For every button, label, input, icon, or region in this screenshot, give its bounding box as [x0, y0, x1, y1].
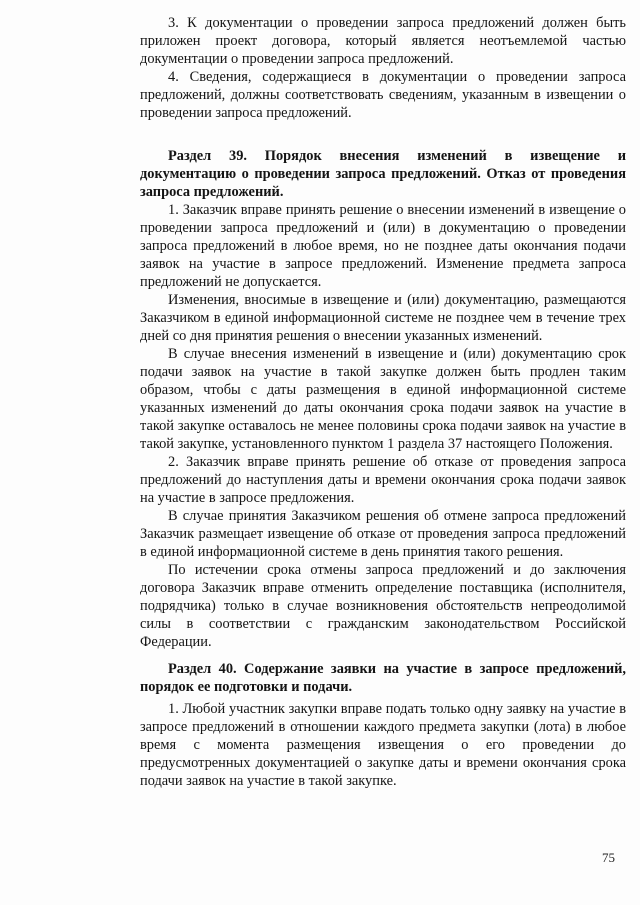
paragraph: В случае внесения изменений в извещение и (или) документацию срок подачи заявок на участие в такой закупке должен быть продлен таким образом, чтобы с даты размещения в единой информационной системе указанных изменений до даты окончания срока подачи заявок на участие в такой закупке оставалось не менее половины срока подачи заявок на участие в такой закупке, установленного пунктом 1 раздела 37 настоящего Положения.: [140, 346, 626, 452]
page-number: 75: [602, 850, 615, 865]
document-body: [140, 14, 626, 790]
section-40-heading: Раздел 40. Содержание заявки на участие в запросе предложений, порядок ее подготовки и подачи.: [140, 661, 626, 695]
paragraph: 4. Сведения, содержащиеся в документации о проведении запроса предложений, должны соответствовать сведениям, указанным в извещении о проведении запроса предложений.: [140, 69, 626, 121]
paragraph: Изменения, вносимые в извещение и (или) документацию, размещаются Заказчиком в единой информационной системе не позднее чем в течение трех дней со дня принятия решения о внесении указанных изменений.: [140, 292, 626, 344]
paragraph: 2. Заказчик вправе принять решение об отказе от проведения запроса предложений до наступления даты и времени окончания срока подачи заявок на участие в запросе предложения.: [140, 454, 626, 506]
paragraph: 1. Заказчик вправе принять решение о внесении изменений в извещение о проведении запроса предложений и (или) в документацию о проведении запроса предложений в любое время, но не позднее даты окончания подачи заявок на участие в запросе предложений. Изменение предмета запроса предложений не допускается.: [140, 202, 626, 290]
paragraph: 1. Любой участник закупки вправе подать только одну заявку на участие в запросе предложений в отношении каждого предмета закупки (лота) в любое время с момента размещения извещения о его проведении до предусмотренных документацией о закупке даты и времени окончания срока подачи заявок на участие в такой закупке.: [140, 701, 626, 789]
paragraph: В случае принятия Заказчиком решения об отмене запроса предложений Заказчик размещает извещение об отказе от проведения запроса предложений в единой информационной системе в день принятия такого решения.: [140, 508, 626, 560]
spacer: [140, 651, 626, 660]
spacer: [140, 122, 626, 147]
paragraph: По истечении срока отмены запроса предложений и до заключения договора Заказчик вправе отменить определение поставщика (исполнителя, подрядчика) только в случае возникновения обстоятельств непреодолимой силы в соответствии с гражданским законодательством Российской Федерации.: [140, 562, 626, 650]
paragraph: 3. К документации о проведении запроса предложений должен быть приложен проект договора, который является неотъемлемой частью документации о проведении запроса предложений.: [140, 15, 626, 67]
section-39-heading: Раздел 39. Порядок внесения изменений в извещение и документацию о проведении запроса предложений. Отказ от проведения запроса предложений.: [140, 148, 626, 200]
